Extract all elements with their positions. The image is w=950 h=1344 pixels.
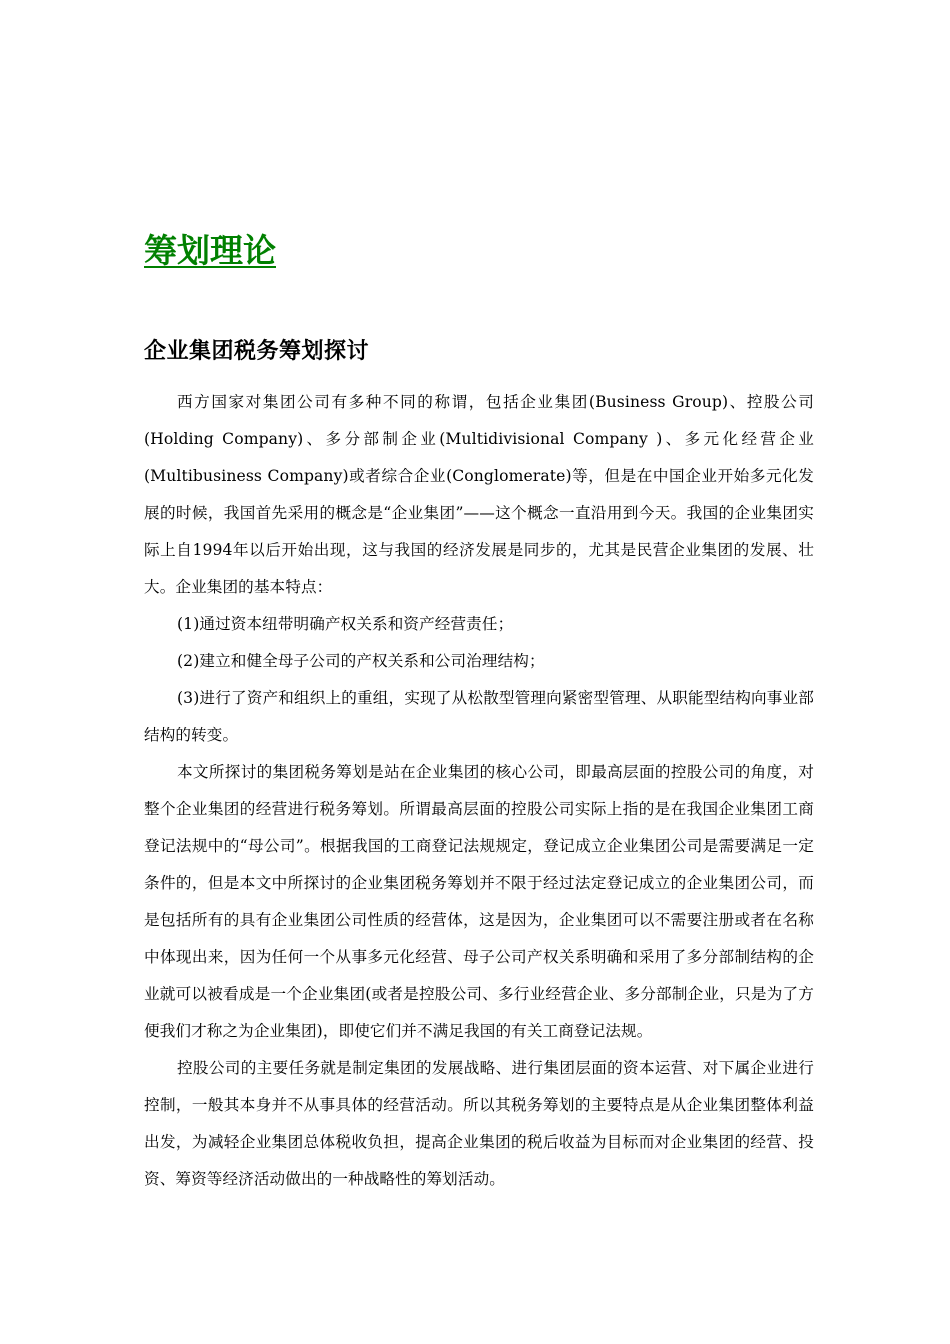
- paragraph-feature-2: (2)建立和健全母子公司的产权关系和公司治理结构；: [177, 652, 545, 670]
- paragraph-intro: 西方国家对集团公司有多种不同的称谓，包括企业集团(Business Group)、控股公司(Holding Company)、多分部制企业(Multidivisional Company )、多元化经营企业(Multibusiness Company)或者综合企业(Conglomerate)等，但是在中国企业开始多元化发展的时候，我国首先采用的概念是“企业集团”——这个概念一直沿用到今天。我国的企业集团实际上自1994年以后开始出现，这与我国的经济发展是同步的，尤其是民营企业集团的发展、壮大。企业集团的基本特点：: [144, 393, 814, 596]
- paragraph-scope: 本文所探讨的集团税务筹划是站在企业集团的核心公司，即最高层面的控股公司的角度，对整个企业集团的经营进行税务筹划。所谓最高层面的控股公司实际上指的是在我国企业集团工商登记法规中的“母公司”。根据我国的工商登记法规规定，登记成立企业集团公司是需要满足一定条件的，但是本文中所探讨的企业集团税务筹划并不限于经过法定登记成立的企业集团公司，而是包括所有的具有企业集团公司性质的经营体，这是因为，企业集团可以不需要注册或者在名称中体现出来，因为任何一个从事多元化经营、母子公司产权关系明确和采用了多分部制结构的企业就可以被看成是一个企业集团(或者是控股公司、多行业经营企业、多分部制企业，只是为了方便我们才称之为企业集团)，即使它们并不满足我国的有关工商登记法规。: [144, 763, 814, 1040]
- section-title[interactable]: 筹划理论: [144, 231, 276, 270]
- article-title: 企业集团税务筹划探讨: [144, 339, 370, 364]
- article-body: [144, 384, 814, 1198]
- document-content: [144, 225, 814, 1198]
- paragraph-feature-1: (1)通过资本纽带明确产权关系和资产经营责任；: [177, 615, 514, 633]
- paragraph-feature-3: (3)进行了资产和组织上的重组，实现了从松散型管理向紧密型管理、从职能型结构向事业部结构的转变。: [144, 689, 814, 744]
- paragraph-holding-company: 控股公司的主要任务就是制定集团的发展战略、进行集团层面的资本运营、对下属企业进行控制，一般其本身并不从事具体的经营活动。所以其税务筹划的主要特点是从企业集团整体利益出发，为减轻企业集团总体税收负担，提高企业集团的税后收益为目标而对企业集团的经营、投资、筹资等经济活动做出的一种战略性的筹划活动。: [144, 1059, 814, 1188]
